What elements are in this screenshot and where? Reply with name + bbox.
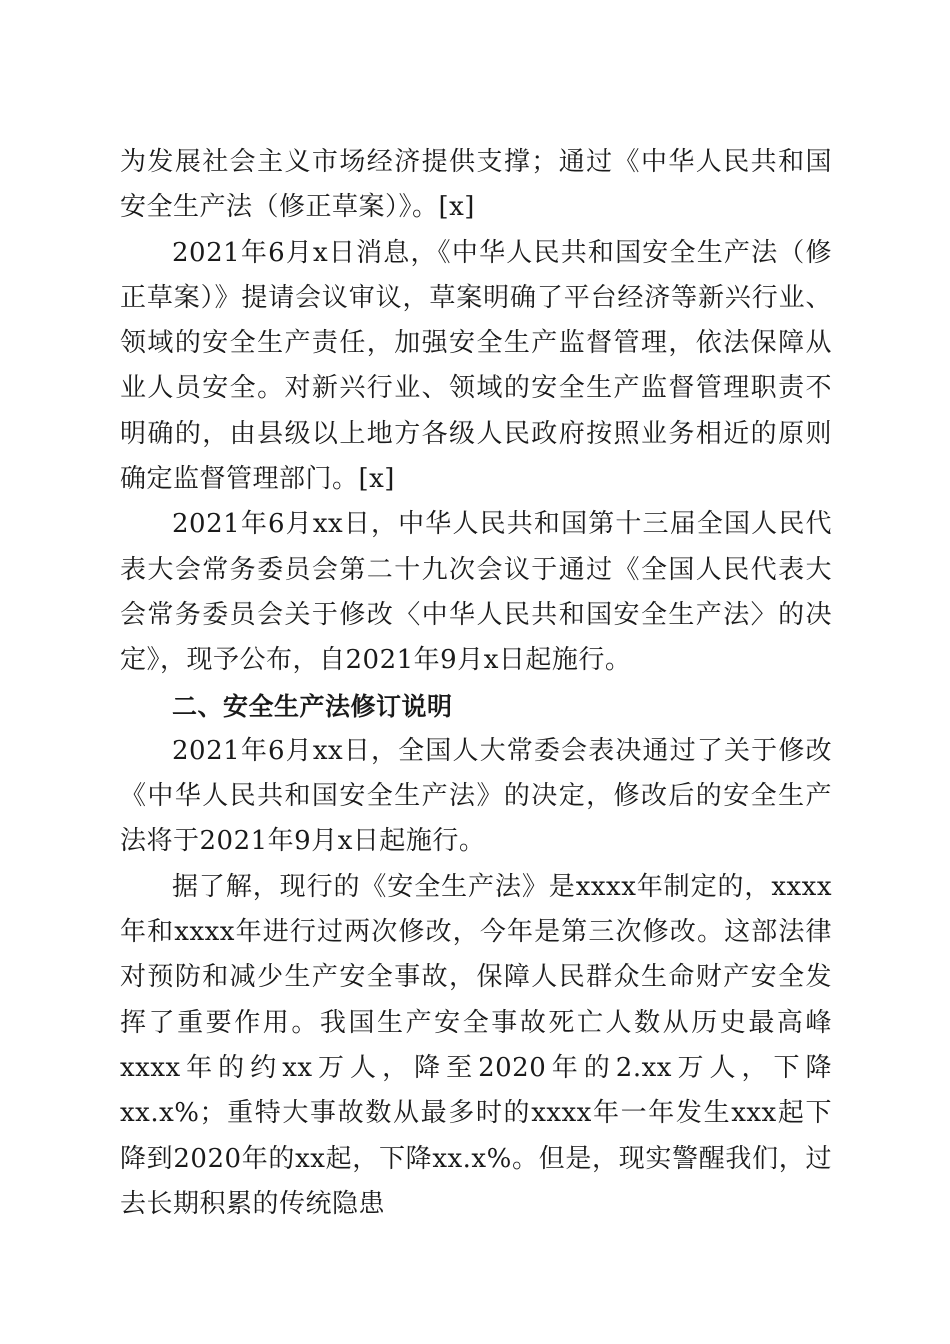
paragraph-background: 据了解，现行的《安全生产法》是xxxx年制定的，xxxx年和xxxx年进行过两次修改，今年是第三次修改。这部法律对预防和减少生产安全事故，保障人民群众生命财产安全发挥了重要作用。我国生产安全事故死亡人数从历史最高峰xxxx年的约xx万人，降至2020年的2.xx万人，下降xx.x%；重特大事故数从最多时的xxxx年一年发生xxx起下降到2020年的xx起，下降xx.x%。但是，现实警醒我们，过去长期积累的传统隐患 [120,871,832,1219]
document-body [120,140,832,1227]
paragraph-continuation: 为发展社会主义市场经济提供支撑；通过《中华人民共和国安全生产法（修正草案）》。[x] [120,147,832,223]
paragraph-vote-passed: 2021年6月xx日，全国人大常委会表决通过了关于修改《中华人民共和国安全生产法》的决定，修改后的安全生产法将于2021年9月x日起施行。 [120,735,832,857]
paragraph-decision-announcement: 2021年6月xx日，中华人民共和国第十三届全国人民代表大会常务委员会第二十九次会议于通过《全国人民代表大会常务委员会关于修改〈中华人民共和国安全生产法〉的决定》，现予公布，自2021年9月x日起施行。 [120,509,832,676]
paragraph-draft-review: 2021年6月x日消息，《中华人民共和国安全生产法（修正草案）》提请会议审议，草案明确了平台经济等新兴行业、领域的安全生产责任，加强安全生产监督管理，依法保障从业人员安全。对新兴行业、领域的安全生产监督管理职责不明确的，由县级以上地方各级人民政府按照业务相近的原则确定监督管理部门。[x] [120,237,832,495]
section-heading: 二、安全生产法修订说明 [172,691,453,721]
